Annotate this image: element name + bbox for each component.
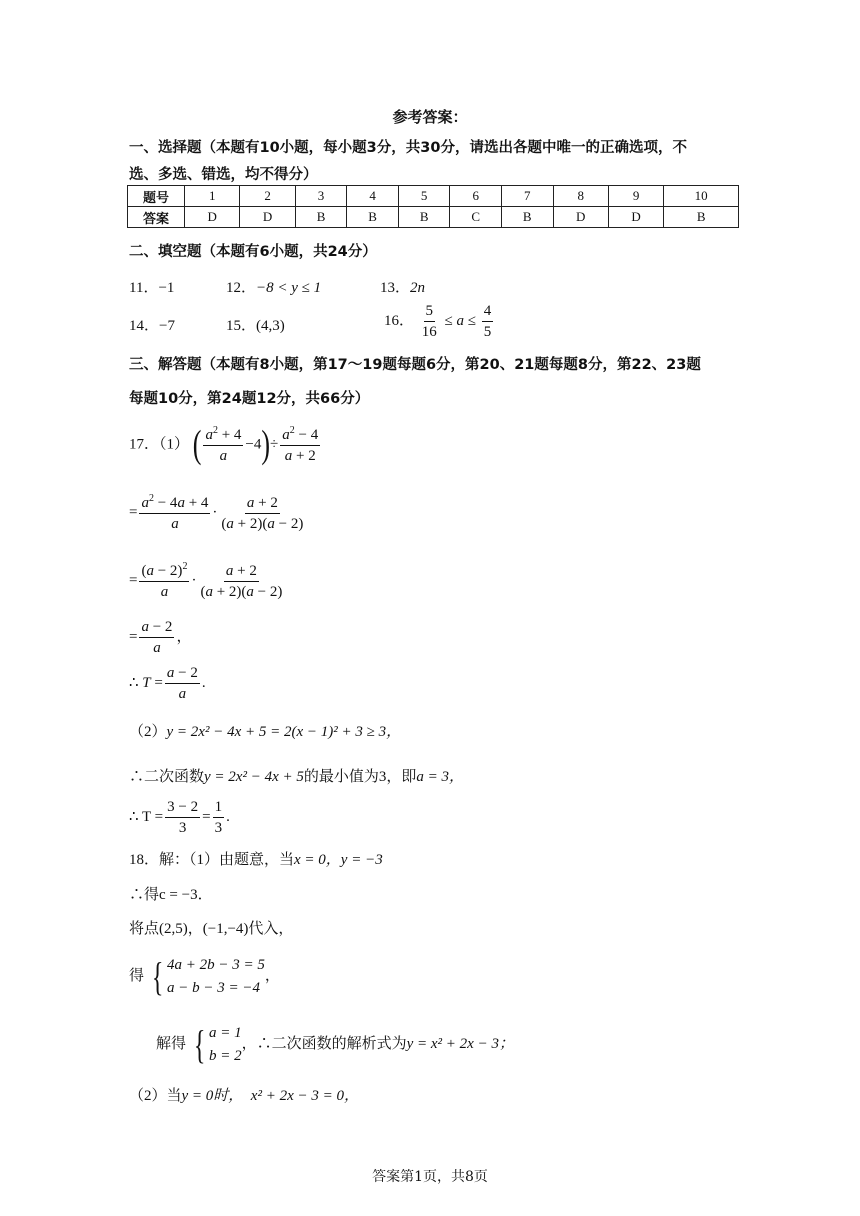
table-header-answer: 答案 (128, 207, 185, 228)
fraction-denominator: 16 (421, 324, 437, 340)
answer-15-number: 15． (226, 318, 257, 334)
q18-part2 (129, 1084, 359, 1105)
answer-12 (226, 276, 321, 297)
q17-min-text-b: 的最小值为3，即 (303, 769, 417, 785)
table-cell: 4 (347, 186, 399, 207)
q18-result-text: ，∴二次函数的解析式为 (241, 1035, 407, 1052)
q17-step1: = $\frac{a^2 - 4a + 4}{a}$ · $\frac{a + 2}{(a + 2)(a - 2)}$ (129, 493, 304, 532)
section3-heading-line2: 每题10分，第24题12分，共66分） (129, 391, 370, 407)
q18-sys2-row2: b = 2 (208, 1047, 242, 1064)
q17-step4: ∴ T = $\frac{a - 2}{a}$ . (129, 665, 206, 702)
q17-label: 17．（1） (129, 436, 190, 453)
answer-13-expr: 2n (410, 280, 426, 296)
answer-16-number: 16． (384, 312, 415, 329)
table-cell: D (553, 207, 608, 228)
table-row-answers (128, 207, 739, 228)
answer-16 (384, 302, 495, 341)
q17-result: ∴ T = $\frac{3 - 2}{3}$ = $\frac{1}{3}$ . (129, 799, 230, 836)
q17-min-expr: y = 2x² − 4x + 5 (204, 769, 304, 785)
answer-11: 11．−1 (129, 280, 175, 296)
answer-13-number: 13． (380, 280, 411, 296)
q18-line2: ∴得c = −3． (129, 887, 213, 903)
answer-16-mid: ≤ a ≤ (444, 312, 476, 329)
q17-min-text-c: a = 3， (416, 769, 464, 785)
q18-part2-b: y = 0时， (181, 1088, 244, 1104)
table-cell: 6 (450, 186, 502, 207)
q18-result-expr: y = x² + 2x − 3； (406, 1035, 514, 1052)
q18-part2-a: （2）当 (129, 1088, 182, 1104)
q18-system2: 解得 { a = 1 b = 2 ，∴二次函数的解析式为y = x² + 2x − 3； (156, 1021, 514, 1067)
q18-line1-expr: x = 0，y = −3 (294, 852, 383, 868)
q18-sys2-row1: a = 1 (208, 1025, 242, 1041)
table-cell: 10 (664, 186, 739, 207)
table-cell: B (295, 207, 347, 228)
q18-solve: 解得 (156, 1035, 187, 1052)
q17-min-line (129, 765, 464, 786)
answer-15-expr: (4,3) (256, 318, 285, 334)
q18-sys1-row1: 4a + 2b − 3 = 5 (166, 957, 265, 973)
table-cell: 8 (553, 186, 608, 207)
q18-system1: 得 { 4a + 2b − 3 = 5 a − b − 3 = −4 ， (129, 953, 280, 999)
section3-heading-line1: 三、解答题（本题有8小题，第17～19题每题6分，第20、21题每题8分，第22、23题 (129, 357, 701, 373)
fraction-numerator: 4 (482, 302, 494, 322)
q17-part2 (129, 720, 401, 741)
section2-heading: 二、填空题（本题有6小题，共24分） (129, 244, 377, 260)
q18-line1-text: 18．解：（1）由题意，当 (129, 852, 295, 868)
q17-therefore-T: ∴ T = (129, 808, 164, 825)
table-cell: 2 (240, 186, 295, 207)
answer-16-right-fraction (482, 302, 494, 341)
answer-16-left-fraction (420, 302, 439, 341)
fraction-numerator: 5 (424, 302, 436, 322)
table-cell: 5 (398, 186, 450, 207)
answer-12-number: 12． (226, 280, 257, 296)
section1-heading-line1: 一、选择题（本题有10小题，每小题3分，共30分，请选出各题中唯一的正确选项，不 (129, 140, 687, 156)
page-footer: 答案第1页，共8页 (372, 1169, 488, 1185)
answer-table (127, 185, 739, 228)
table-cell: 9 (608, 186, 663, 207)
table-cell: 3 (295, 186, 347, 207)
table-cell: B (501, 207, 553, 228)
fraction-denominator: 5 (483, 324, 492, 340)
table-cell: B (664, 207, 739, 228)
table-cell: B (347, 207, 399, 228)
table-cell: C (450, 207, 502, 228)
q17-part2-expr: y = 2x² − 4x + 5 = 2(x − 1)² + 3 ≥ 3， (166, 724, 402, 740)
table-cell: D (185, 207, 240, 228)
page-title: 参考答案： (392, 108, 468, 126)
q17-expression: 17．（1） ( $\frac{a^2 + 4}{a}$ −4)÷ $\frac{a^2 - 4}{a + 2}$ (129, 422, 319, 466)
table-row-numbers (128, 186, 739, 207)
section1-heading-line2: 选、多选、错选，均不得分） (129, 167, 318, 183)
q17-step2: = $\frac{(a - 2)^2}{a}$ · $\frac{a + 2}{(a + 2)(a - 2)}$ (129, 561, 283, 600)
q18-line3: 将点(2,5)，(−1,−4)代入， (129, 921, 294, 937)
table-cell: D (608, 207, 663, 228)
q17-step3: = $\frac{a - 2}{a}$ ， (129, 619, 192, 656)
answer-13 (380, 276, 425, 297)
table-cell: 1 (185, 186, 240, 207)
table-cell: 7 (501, 186, 553, 207)
table-header-number: 题号 (128, 186, 185, 207)
q18-line1 (129, 848, 383, 869)
q18-de: 得 (129, 967, 145, 984)
answer-15 (226, 314, 285, 335)
answer-12-expr: −8 < y ≤ 1 (256, 280, 322, 296)
table-cell: B (398, 207, 450, 228)
answer-14: 14．−7 (129, 318, 175, 334)
q18-sys1-row2: a − b − 3 = −4 (166, 979, 260, 996)
q17-part2-label: （2） (129, 724, 167, 740)
table-cell: D (240, 207, 295, 228)
q17-min-text-a: ∴二次函数 (129, 769, 205, 785)
q18-part2-c: x² + 2x − 3 = 0， (250, 1088, 359, 1104)
